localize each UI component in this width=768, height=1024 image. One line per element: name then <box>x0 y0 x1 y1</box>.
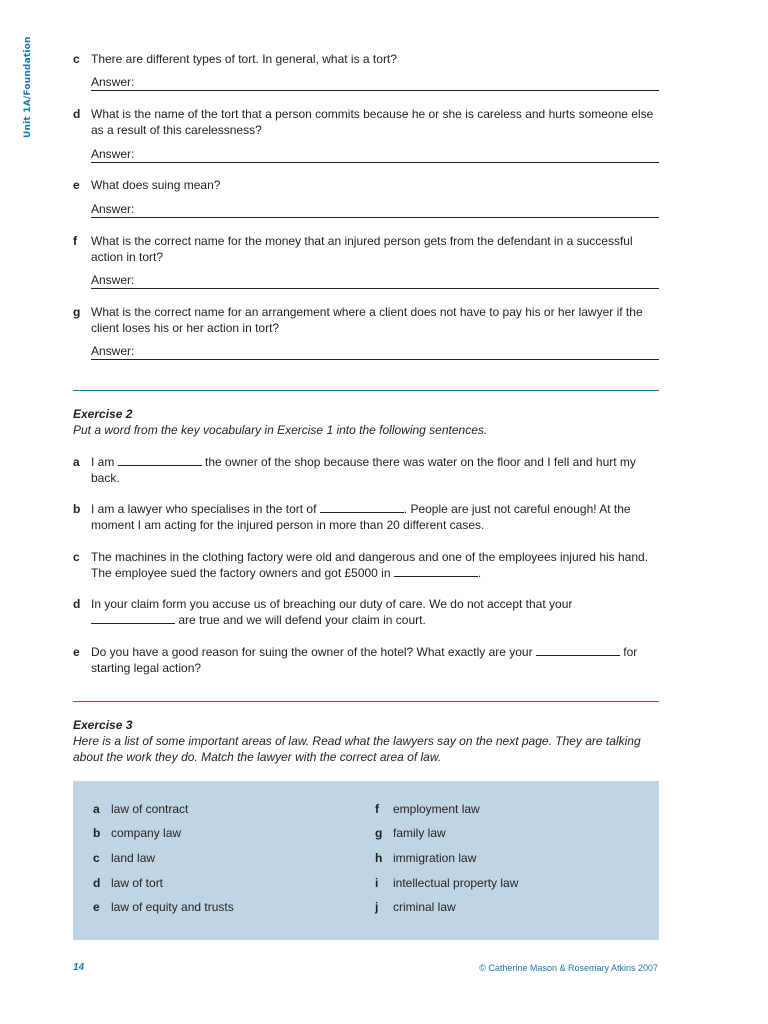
item-text-before: I am <box>91 455 118 469</box>
item-text-after: . People are just not careful enough! At the moment I am acting for the injured person in more than 20 different cases. <box>91 502 631 532</box>
item-letter: j <box>375 900 379 914</box>
answer-label: Answer: <box>91 75 135 89</box>
question-f <box>73 233 659 265</box>
item-text-before: Do you have a good reason for suing the owner of the hotel? What exactly are your <box>91 645 536 659</box>
exercise-3-title: Exercise 3 <box>73 718 133 732</box>
item-letter: a <box>93 802 100 816</box>
answer-label: Answer: <box>91 202 135 216</box>
item-letter: c <box>73 550 80 564</box>
item-text-before: In your claim form you accuse us of breaching our duty of care. We do not accept that your <box>91 597 573 611</box>
answer-line[interactable] <box>91 272 659 289</box>
answer-label: Answer: <box>91 273 135 287</box>
fill-in-blank[interactable] <box>536 644 620 656</box>
item-label: immigration law <box>393 851 477 865</box>
item-label: family law <box>393 826 446 840</box>
exercise-2-item-e <box>73 644 659 676</box>
item-text-after: the owner of the shop because there was water on the floor and I fell and hurt my back. <box>91 455 636 485</box>
exercise-2-item-b <box>73 501 659 533</box>
fill-in-blank[interactable] <box>91 612 175 624</box>
item-letter: b <box>93 826 101 840</box>
question-letter: g <box>73 305 81 319</box>
item-label: intellectual property law <box>393 876 519 890</box>
question-text: What is the correct name for the money that an injured person gets from the defendant in a successful action in tort? <box>91 234 633 264</box>
exercise-2-item-c <box>73 549 659 581</box>
exercise-3-instruction: Here is a list of some important areas of law. Read what the lawyers say on the next page. They are talking about the work they do. Match the lawyer with the correct area of law. <box>73 734 641 764</box>
answer-label: Answer: <box>91 344 135 358</box>
item-text-before: The machines in the clothing factory were old and dangerous and one of the employees injured his hand. The employee sued the factory owners and got £5000 in <box>91 550 649 580</box>
question-d <box>73 106 659 138</box>
question-text: What is the name of the tort that a person commits because he or she is careless and hurts someone else as a result of this carelessness? <box>91 107 654 137</box>
item-label: law of contract <box>111 802 189 816</box>
section-divider <box>73 701 659 702</box>
item-letter: b <box>73 502 81 516</box>
item-letter: e <box>93 900 100 914</box>
item-text-after: are true and we will defend your claim in court. <box>175 613 426 627</box>
question-letter: c <box>73 52 80 66</box>
item-letter: i <box>375 876 379 890</box>
item-text-before: I am a lawyer who specialises in the tort of <box>91 502 320 516</box>
section-divider <box>73 390 659 391</box>
item-letter: h <box>375 851 383 865</box>
item-label: employment law <box>393 802 480 816</box>
fill-in-blank[interactable] <box>320 501 404 513</box>
item-label: law of tort <box>111 876 164 890</box>
item-label: criminal law <box>393 900 456 914</box>
item-letter: a <box>73 455 80 469</box>
question-letter: d <box>73 107 81 121</box>
answer-line[interactable] <box>91 146 659 163</box>
answer-label: Answer: <box>91 147 135 161</box>
unit-side-tab: Unit 1A/Foundation <box>23 36 33 138</box>
item-letter: g <box>375 826 383 840</box>
answer-line[interactable] <box>91 74 659 91</box>
question-text: There are different types of tort. In general, what is a tort? <box>91 52 397 66</box>
item-letter: d <box>93 876 101 890</box>
exercise-2-title: Exercise 2 <box>73 407 133 421</box>
item-label: company law <box>111 826 182 840</box>
question-letter: e <box>73 178 80 192</box>
question-text: What is the correct name for an arrangement where a client does not have to pay his or her lawyer if the client loses his or her action in tort? <box>91 305 643 335</box>
item-letter: f <box>375 802 379 816</box>
item-label: land law <box>111 851 156 865</box>
exercise-2-instruction: Put a word from the key vocabulary in Exercise 1 into the following sentences. <box>73 423 488 437</box>
question-e <box>73 177 659 193</box>
answer-line[interactable] <box>91 343 659 360</box>
answer-line[interactable] <box>91 201 659 218</box>
question-c <box>73 51 659 67</box>
question-letter: f <box>73 234 77 248</box>
item-letter: c <box>93 851 100 865</box>
exercise-2-item-a <box>73 454 659 486</box>
page-number: 14 <box>73 962 85 973</box>
fill-in-blank[interactable] <box>394 565 478 577</box>
fill-in-blank[interactable] <box>118 454 202 466</box>
item-label: law of equity and trusts <box>111 900 234 914</box>
item-text-after: for starting legal action? <box>91 645 638 675</box>
copyright-notice: © Catherine Mason & Rosemary Atkins 2007 <box>479 963 658 973</box>
item-letter: e <box>73 645 80 659</box>
exercise-2-item-d <box>73 596 659 628</box>
item-text-after: . <box>477 566 482 580</box>
question-g <box>73 304 659 336</box>
areas-of-law-box <box>73 781 659 940</box>
question-text: What does suing mean? <box>91 178 221 192</box>
item-letter: d <box>73 597 81 611</box>
